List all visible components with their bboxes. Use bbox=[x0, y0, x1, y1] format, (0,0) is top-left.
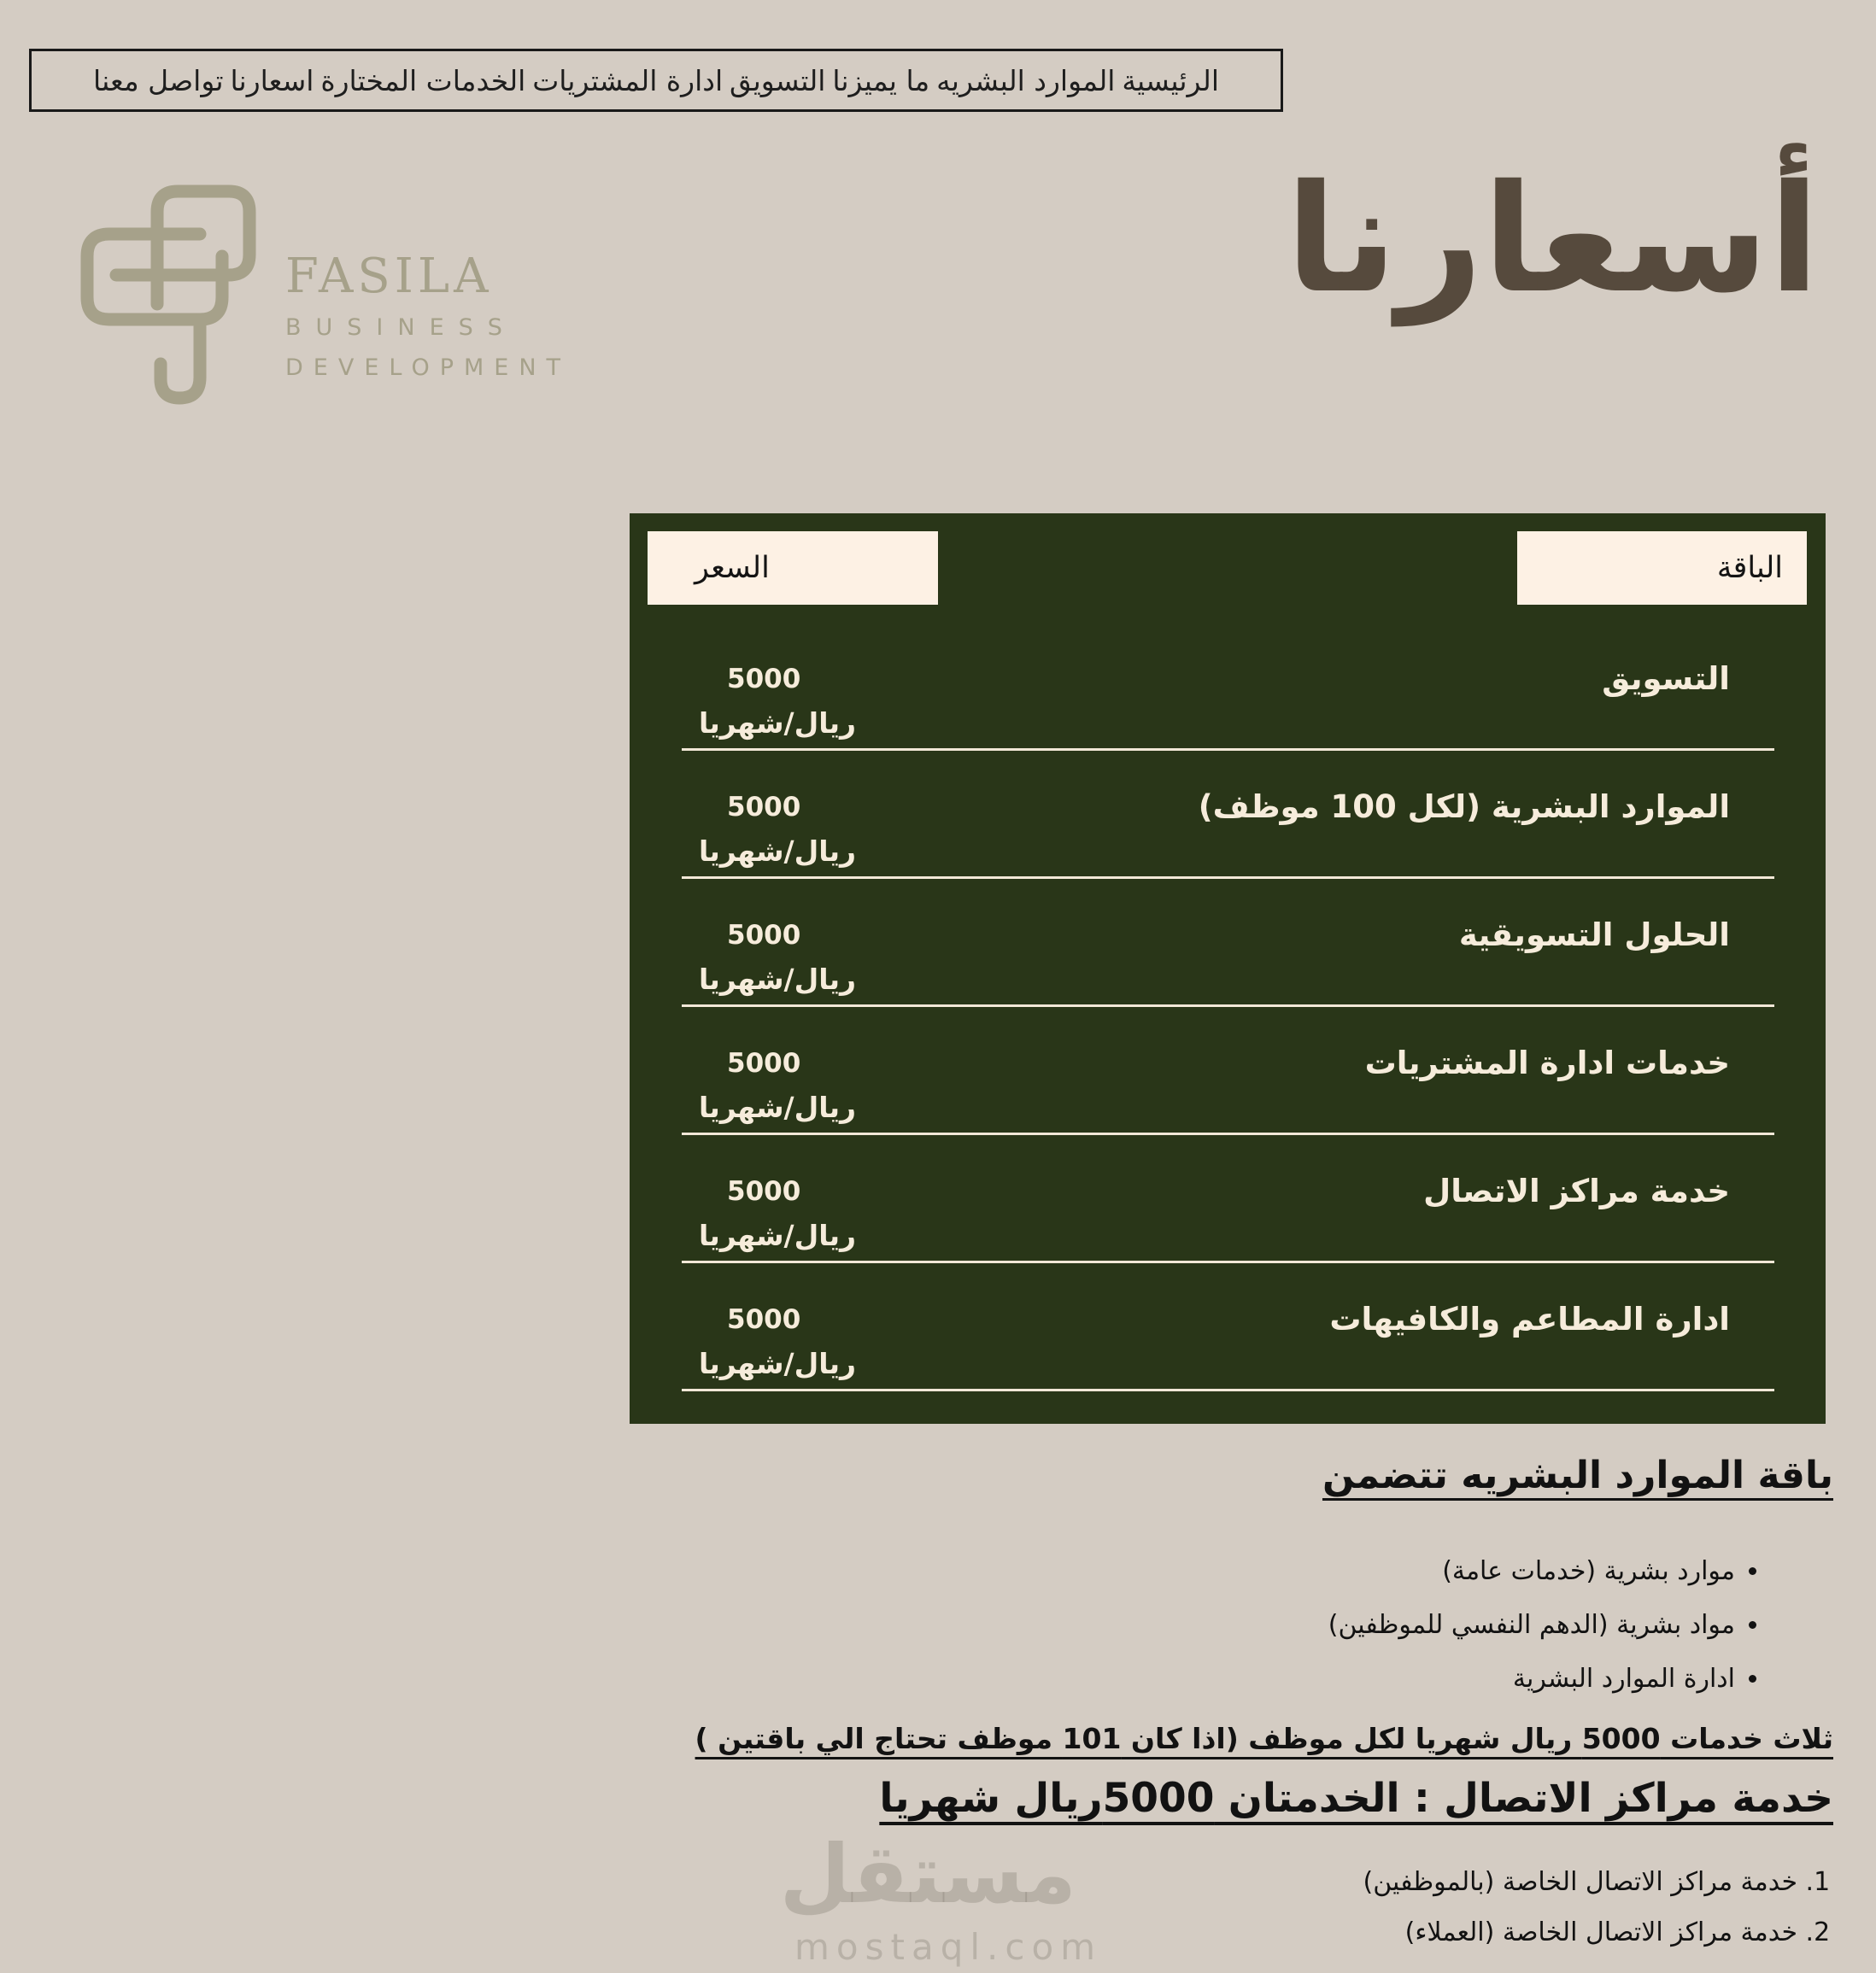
service-price bbox=[699, 664, 856, 740]
price-value: 5000 bbox=[727, 664, 801, 694]
price-value: 5000 bbox=[727, 792, 801, 823]
nav-item-pricing[interactable]: اسعارنا bbox=[230, 63, 314, 97]
list-item: • مواد بشرية (الدهم النفسي للموظفين) bbox=[1328, 1610, 1735, 1640]
list-item: 1. خدمة مراكز الاتصال الخاصة (بالموظفين) bbox=[1363, 1867, 1798, 1897]
watermark-logo: مستقل bbox=[779, 1828, 1076, 1922]
call-center-list bbox=[1363, 1867, 1834, 1968]
price-value: 5000 bbox=[727, 920, 801, 951]
price-value: 5000 bbox=[727, 1176, 801, 1207]
list-item: 2. خدمة مراكز الاتصال الخاصة (العملاء) bbox=[1363, 1917, 1798, 1947]
watermark-domain: mostaql.com bbox=[794, 1926, 1103, 1968]
service-price bbox=[699, 1176, 856, 1252]
logo-subtitle-business: BUSINESS bbox=[285, 314, 517, 341]
watermark bbox=[779, 1828, 1103, 1968]
price-unit: ريال/شهريا bbox=[699, 1219, 857, 1252]
list-item: • موارد بشرية (خدمات عامة) bbox=[1328, 1556, 1735, 1586]
logo-wordmark bbox=[285, 249, 572, 381]
service-price bbox=[699, 920, 856, 996]
price-unit: ريال/شهريا bbox=[699, 963, 857, 996]
nav-item-contact[interactable]: تواصل معنا bbox=[93, 63, 224, 97]
navbar bbox=[29, 49, 1283, 112]
fasila-monogram-icon bbox=[73, 176, 272, 408]
list-item: • ادارة الموارد البشرية bbox=[1328, 1664, 1735, 1694]
table-row bbox=[630, 1007, 1826, 1135]
nav-item-human-resources[interactable]: الموارد البشريه bbox=[936, 63, 1116, 97]
company-logo bbox=[73, 176, 571, 408]
price-value: 5000 bbox=[727, 1048, 801, 1079]
nav-item-why-us[interactable]: ما يميزنا bbox=[832, 63, 930, 97]
hr-package-list bbox=[1328, 1556, 1833, 1718]
price-unit: ريال/شهريا bbox=[699, 706, 857, 740]
price-unit: ريال/شهريا bbox=[699, 1347, 857, 1380]
row-divider bbox=[682, 1389, 1774, 1391]
hr-pricing-note: ثلاث خدمات 5000 ريال شهريا لكل موظف (اذا كان 101 موظف تحتاج الي باقتين ) bbox=[695, 1722, 1833, 1755]
hr-package-heading: باقة الموارد البشريه تتضمن bbox=[1322, 1454, 1833, 1497]
pricing-table bbox=[630, 513, 1826, 1424]
logo-name: FASILA bbox=[285, 249, 493, 304]
price-unit: ريال/شهريا bbox=[699, 834, 857, 868]
nav-item-home[interactable]: الرئيسية bbox=[1122, 63, 1219, 97]
nav-item-procurement[interactable]: ادارة المشتريات bbox=[532, 63, 724, 97]
table-row bbox=[630, 1135, 1826, 1263]
service-price bbox=[699, 792, 856, 868]
logo-subtitle-development: DEVELOPMENT bbox=[285, 354, 572, 381]
call-center-heading: خدمة مراكز الاتصال : الخدمتان 5000ريال شهريا bbox=[879, 1775, 1833, 1822]
service-label: خدمة مراكز الاتصال bbox=[1423, 1173, 1730, 1209]
price-unit: ريال/شهريا bbox=[699, 1091, 857, 1124]
service-price bbox=[699, 1048, 856, 1124]
service-price bbox=[699, 1304, 856, 1380]
service-label: ادارة المطاعم والكافيهات bbox=[1329, 1301, 1730, 1338]
service-label: خدمات ادارة المشتريات bbox=[1364, 1045, 1730, 1081]
table-row bbox=[630, 623, 1826, 751]
pricing-table-header bbox=[630, 513, 1826, 623]
nav-item-selected-services[interactable]: الخدمات المختارة bbox=[320, 63, 526, 97]
table-row bbox=[630, 1263, 1826, 1391]
price-value: 5000 bbox=[727, 1304, 801, 1335]
service-label: الحلول التسويقية bbox=[1458, 916, 1730, 953]
table-row bbox=[630, 751, 1826, 879]
table-row bbox=[630, 879, 1826, 1007]
page-title: أسعارنا bbox=[1285, 153, 1820, 326]
price-column-header: السعر bbox=[648, 531, 938, 605]
service-label: التسويق bbox=[1602, 660, 1730, 697]
service-label: الموارد البشرية (لكل 100 موظف) bbox=[1198, 788, 1730, 825]
nav-item-marketing[interactable]: التسويق bbox=[730, 63, 826, 97]
package-column-header: الباقة bbox=[1517, 531, 1807, 605]
